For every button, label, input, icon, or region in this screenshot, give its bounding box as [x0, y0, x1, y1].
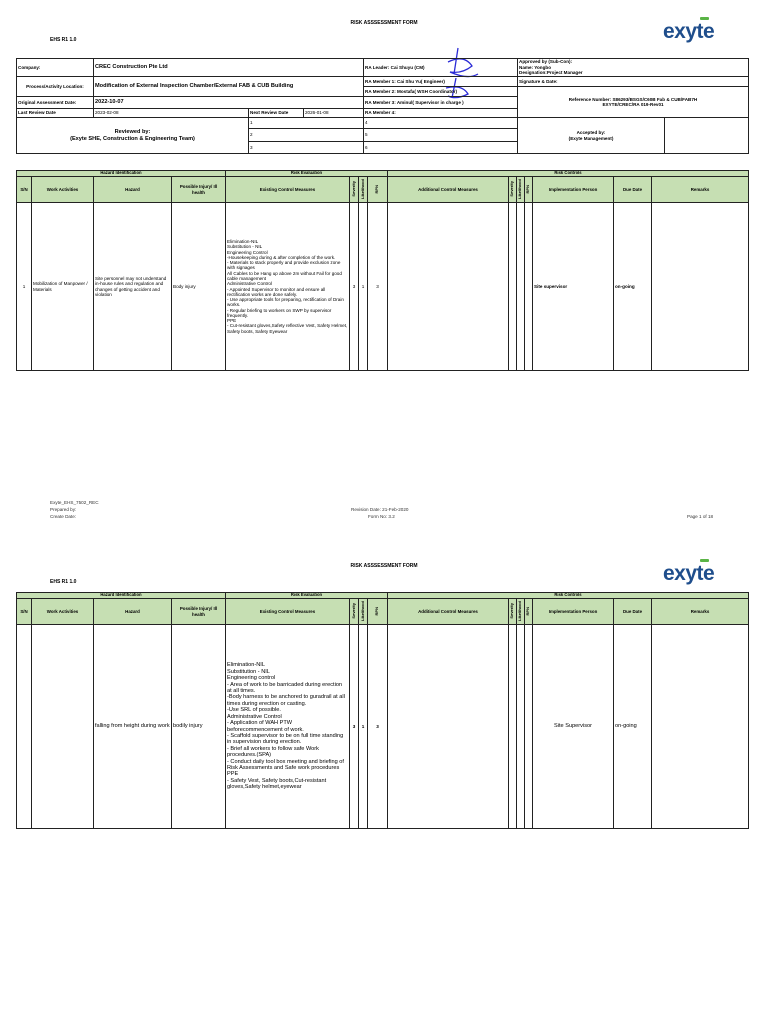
col-rpn	[368, 599, 388, 625]
accepted-by-team: (Exyte Management)	[568, 135, 614, 141]
original-date-value: 2022-10-07	[94, 97, 364, 109]
row-rpn: 3	[368, 203, 388, 371]
col-severity-label: Severity	[350, 181, 356, 197]
footer-created: Create Date:	[50, 513, 77, 519]
row-rpn: 3	[368, 625, 388, 829]
row-severity-2	[509, 625, 517, 829]
info-table	[16, 58, 749, 154]
col-implementation-person: Implementation Person	[533, 177, 614, 203]
footer-code: Exyte_EHS_7502_REC	[50, 500, 99, 505]
row-hazard: falling from height during work	[94, 625, 172, 829]
next-review-label: Next Review Date	[249, 109, 304, 118]
col-likelihood	[359, 599, 368, 625]
row-remarks	[652, 203, 749, 371]
col-remarks: Remarks	[652, 177, 749, 203]
col-likelihood-2	[517, 599, 525, 625]
footer-form-no: Form No: 3.2	[368, 514, 395, 519]
row-existing-controls: Elimination-NIL Substitution - NIL Engineering Control -Housekeeping during & after completion of the work. - Materials to stack properly and provide exclusion zone with signages All Cables to be Hang up above 2m without Fail for good cable management Administrative Control - Appointed Supervisor to monitor and ensure all rectification works are done safely. - Use appropriate tools for preparing, rectification of Drain works. - Regular briefing to workers on SWP by supervisor frequently. PPE - Cut-resistant gloves,Safety reflective Vest, Safety Helmet, Safety boots, Safety Eyewear	[226, 203, 350, 371]
ehs-version-2: EHS R1 1.0	[50, 579, 77, 585]
row-work-activity: Mobilization of Manpower / Materials	[32, 203, 94, 371]
col-severity	[350, 177, 359, 203]
accepted-signature	[665, 118, 749, 154]
col-likelihood-2-label: Likelihood	[517, 600, 523, 621]
reviewer-4: 4	[364, 118, 518, 129]
row-implementation-person: Site Supervisor	[533, 625, 614, 829]
table-row	[17, 203, 749, 371]
accepted-by-label: Accepted by:	[576, 130, 606, 136]
col-rpn-label: RPN	[374, 606, 380, 616]
col-rpn	[368, 177, 388, 203]
col-additional-controls: Additional Control Measures	[388, 177, 509, 203]
row-likelihood: 1	[359, 203, 368, 371]
col-remarks: Remarks	[652, 599, 749, 625]
band-hazard-identification: Hazard Identification	[17, 171, 226, 177]
row-rpn-2	[525, 203, 533, 371]
col-hazard: Hazard	[94, 177, 172, 203]
approver-name: Name: Yongbo	[519, 64, 552, 70]
company-value: CREC Construction Pte Ltd	[94, 59, 364, 77]
footer-page: Page 1 of 18	[687, 514, 714, 519]
exyte-logo-2: exyte	[663, 562, 714, 586]
risk-table-page-1	[16, 170, 749, 371]
col-rpn-label: RPN	[374, 184, 380, 194]
row-rpn-2	[525, 625, 533, 829]
col-severity-2	[509, 599, 517, 625]
col-rpn-2-label: RPN	[525, 606, 531, 616]
col-likelihood-2	[517, 177, 525, 203]
col-sn: S/N	[17, 177, 32, 203]
col-severity-2	[509, 177, 517, 203]
ehs-version: EHS R1 1.0	[50, 37, 77, 43]
row-injury: Body injury	[172, 203, 226, 371]
footer-left	[50, 500, 99, 521]
approver-designation: Designation:Project Manager	[519, 70, 583, 75]
row-likelihood-2	[517, 625, 525, 829]
ra-leader: RA Leader: Cai Shuyu (CM)	[364, 59, 518, 77]
col-severity	[350, 599, 359, 625]
band-risk-controls-2: Risk Controls	[388, 593, 749, 599]
col-likelihood-label: Likelihood	[359, 600, 365, 621]
col-existing-controls: Existing Control Measures	[226, 599, 350, 625]
reviewed-by-label: Reviewed by:	[114, 129, 151, 136]
reviewed-by-team: (Exyte SHE, Construction & Engineering Team)	[70, 135, 195, 142]
row-hazard: Site personnel may not understand in-house rules and regulation and changes of getting accident and violation	[94, 203, 172, 371]
table-row	[17, 625, 749, 829]
reviewer-6: 6	[364, 142, 518, 154]
row-existing-controls: Elimination-NIL Substitution - NIL Engineering control - Area of work to be barricaded during erection at all times. -Body harness to be anchored to guradrail at all times during erection or casting. -Use SRL of possible. Administrative Control - Application of WAH PTW beforecommencement of work. - Scaffold supervisor to be on full time standing in supervision during erection. - Brief all workers to follow safe Work procedures.(SPA) - Conduct daily tool box meeting and briefing of Risk Assessments and Safe work procedures PPE - Safety Vest, Safety boots,Cut-resistant gloves,Safety helmet,eyewear	[226, 625, 350, 829]
col-additional-controls: Additional Control Measures	[388, 599, 509, 625]
col-due-date: Due Date	[614, 599, 652, 625]
footer-prepared: Prepared by:	[50, 506, 77, 512]
signature-date: Signature & Date:	[518, 77, 749, 87]
col-rpn-2-label: RPN	[525, 184, 531, 194]
row-additional-controls	[388, 625, 509, 829]
col-severity-label: Severity	[350, 603, 356, 619]
ra-member-1: RA Member 1: Cai Shu Yu( Engineer)	[364, 77, 518, 87]
row-sn	[17, 625, 32, 829]
last-review-value: 2023-02-08	[94, 109, 249, 118]
reviewer-1: 1	[249, 118, 364, 129]
form-title-2: RISK ASSSESSMENT FORM	[350, 563, 418, 569]
approval-block	[518, 59, 749, 77]
col-likelihood-2-label: Likelihood	[517, 178, 523, 199]
row-work-activity	[32, 625, 94, 829]
row-severity: 3	[350, 625, 359, 829]
col-rpn-2	[525, 177, 533, 203]
reviewed-by	[17, 118, 249, 154]
col-severity-2-label: Severity	[509, 603, 515, 619]
row-severity: 3	[350, 203, 359, 371]
col-likelihood	[359, 177, 368, 203]
ra-member-3: RA Member 3: Aminul( Supervisor in charge )	[364, 97, 518, 109]
row-due-date: on-going	[614, 203, 652, 371]
row-due-date: on-going	[614, 625, 652, 829]
reference-line-2: EXYTE/CREC/RA 019-Rev01	[602, 102, 664, 107]
reviewer-5: 5	[364, 129, 518, 142]
form-title: RISK ASSSESSMENT FORM	[350, 20, 418, 26]
ra-member-4: RA Member 4:	[364, 109, 518, 118]
col-due-date: Due Date	[614, 177, 652, 203]
col-severity-2-label: Severity	[509, 181, 515, 197]
col-rpn-2	[525, 599, 533, 625]
row-severity-2	[509, 203, 517, 371]
row-likelihood-2	[517, 203, 525, 371]
row-injury: bodily injury	[172, 625, 226, 829]
reference-number	[518, 87, 749, 118]
band-hazard-identification-2: Hazard Identification	[17, 593, 226, 599]
reference-line-1: Reference Number: S86293/BSGS/C60B Fab & CUB/FAB7H	[568, 96, 698, 102]
row-remarks	[652, 625, 749, 829]
last-review-label: Last Review Date	[17, 109, 94, 118]
col-injury: Possible Injury/ Ill health	[172, 599, 226, 625]
band-risk-evaluation-2: Risk Evaluation	[226, 593, 388, 599]
accepted-by	[518, 118, 665, 154]
location-label: Process/Activity Location:	[17, 77, 94, 97]
band-risk-evaluation: Risk Evaluation	[226, 171, 388, 177]
exyte-logo: exyte	[663, 20, 714, 44]
col-implementation-person: Implementation Person	[533, 599, 614, 625]
row-implementation-person: Site supervisor	[533, 203, 614, 371]
col-work-activities: Work Activities	[32, 177, 94, 203]
col-likelihood-label: Likelihood	[359, 178, 365, 199]
footer-revision: Revision Date: 21-Feb-2020	[351, 507, 409, 512]
ra-member-2: RA Member 2: Mostafa( WSH Coordinator)	[364, 87, 518, 97]
reviewer-3: 3	[249, 142, 364, 154]
reviewer-2: 2	[249, 129, 364, 142]
col-injury: Possible Injury/ Ill health	[172, 177, 226, 203]
row-likelihood: 1	[359, 625, 368, 829]
approved-by: Approved by (Sub-Con):	[519, 59, 573, 64]
original-date-label: Original Assessment Date:	[17, 97, 94, 109]
row-sn: 1	[17, 203, 32, 371]
band-risk-controls: Risk Controls	[388, 171, 749, 177]
col-existing-controls: Existing Control Measures	[226, 177, 350, 203]
risk-table-page-2	[16, 592, 749, 829]
col-work-activities: Work Activities	[32, 599, 94, 625]
location-value: Modification of External Inspection Chamber/External FAB & CUB Building	[94, 77, 364, 97]
col-hazard: Hazard	[94, 599, 172, 625]
row-additional-controls	[388, 203, 509, 371]
company-label: Company:	[17, 59, 94, 77]
next-review-value: 2026-01-08	[304, 109, 364, 118]
col-sn: S/N	[17, 599, 32, 625]
